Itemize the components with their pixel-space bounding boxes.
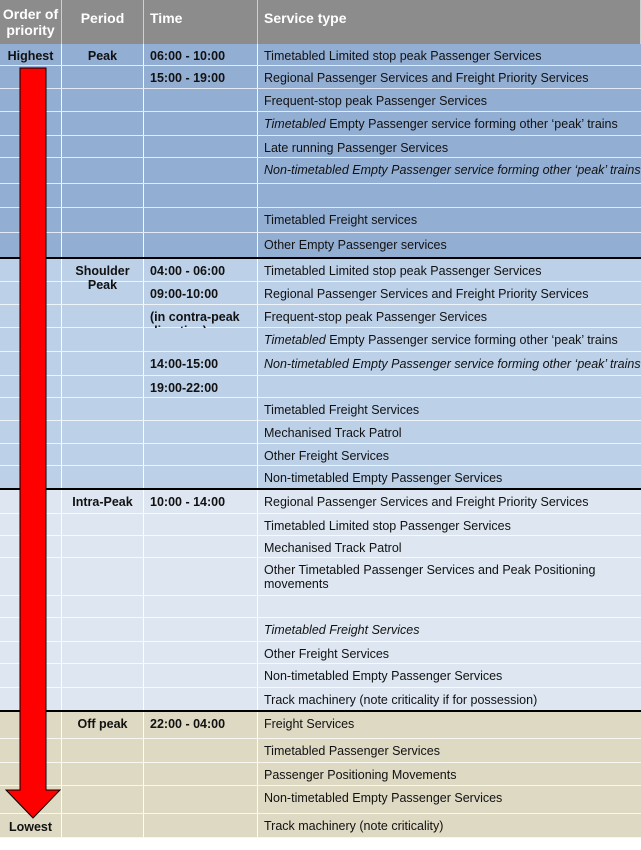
service-type-text: Non-timetabled Empty Passenger Services — [264, 791, 503, 805]
service-type-text: Regional Passenger Services and Freight Priority Services — [264, 71, 589, 85]
service-type-text: Late running Passenger Services — [264, 141, 449, 155]
time-cell: 19:00-22:00 — [144, 376, 258, 397]
service-type-text: Freight Services — [264, 717, 355, 731]
header-order-of-priority: Order of priority — [0, 0, 62, 44]
header-period: Period — [62, 0, 144, 44]
service-type-italic: Non-timetabled Empty Passenger service forming other ‘peak’ trains — [264, 357, 641, 371]
highest-label: Highest — [7, 49, 54, 63]
period-cell: Peak — [62, 44, 144, 65]
header-time: Time — [144, 0, 258, 44]
service-type-text: Timetabled Limited stop peak Passenger Services — [264, 49, 542, 63]
service-type-text: Other Timetabled Passenger Services and Peak Positioning movements — [264, 563, 596, 591]
time-cell: 06:00 - 10:00 — [144, 44, 258, 65]
service-type-text: Timetabled Freight services — [264, 213, 418, 227]
service-type-text: Non-timetabled Empty Passenger Services — [264, 471, 503, 485]
time-cell: 09:00-10:00 — [144, 282, 258, 304]
period-cell: Off peak — [62, 712, 144, 738]
service-type-text: Timetabled Freight Services — [264, 403, 420, 417]
service-type-text: Mechanised Track Patrol — [264, 426, 402, 440]
service-type-text: Empty Passenger service forming other ‘peak’ trains — [325, 333, 618, 347]
service-type-text: Timetabled Limited stop peak Passenger Services — [264, 264, 542, 278]
service-type-text: Other Empty Passenger services — [264, 238, 447, 252]
service-type-text: Other Freight Services — [264, 449, 390, 463]
time-cell: 14:00-15:00 — [144, 352, 258, 375]
service-type-text: Regional Passenger Services and Freight Priority Services — [264, 495, 589, 509]
time-cell: 04:00 - 06:00 — [144, 259, 258, 281]
header-service-type: Service type — [258, 0, 641, 44]
time-cell: 10:00 - 14:00 — [144, 490, 258, 513]
time-cell: 22:00 - 04:00 — [144, 712, 258, 738]
service-type-text: Frequent-stop peak Passenger Services — [264, 94, 488, 108]
service-type-text: Timetabled Limited stop Passenger Services — [264, 519, 511, 533]
service-type-italic: Timetabled Freight Services — [264, 623, 420, 637]
period-cell: Shoulder Peak — [62, 259, 144, 281]
service-type-text: Empty Passenger service forming other ‘peak’ trains — [325, 117, 618, 131]
service-type-text: Timetabled Passenger Services — [264, 744, 441, 758]
period-cell: Intra-Peak — [62, 490, 144, 513]
service-type-italic: Timetabled — [264, 117, 326, 131]
service-type-text: Passenger Positioning Movements — [264, 768, 457, 782]
service-type-text: Track machinery (note criticality if for possession) — [264, 693, 538, 707]
service-type-text: Frequent-stop peak Passenger Services — [264, 310, 488, 324]
service-type-text: Other Freight Services — [264, 647, 390, 661]
time-cell: 15:00 - 19:00 — [144, 66, 258, 88]
service-type-italic: Non-timetabled Empty Passenger service forming other ‘peak’ trains — [264, 163, 641, 177]
service-type-italic: Timetabled — [264, 333, 326, 347]
service-type-text: Regional Passenger Services and Freight Priority Services — [264, 287, 589, 301]
service-type-text: Mechanised Track Patrol — [264, 541, 402, 555]
service-type-text: Track machinery (note criticality) — [264, 819, 444, 833]
lowest-label: Lowest — [8, 820, 53, 834]
service-type-text: Non-timetabled Empty Passenger Services — [264, 669, 503, 683]
time-cell: (in contra-peak — [144, 305, 258, 327]
